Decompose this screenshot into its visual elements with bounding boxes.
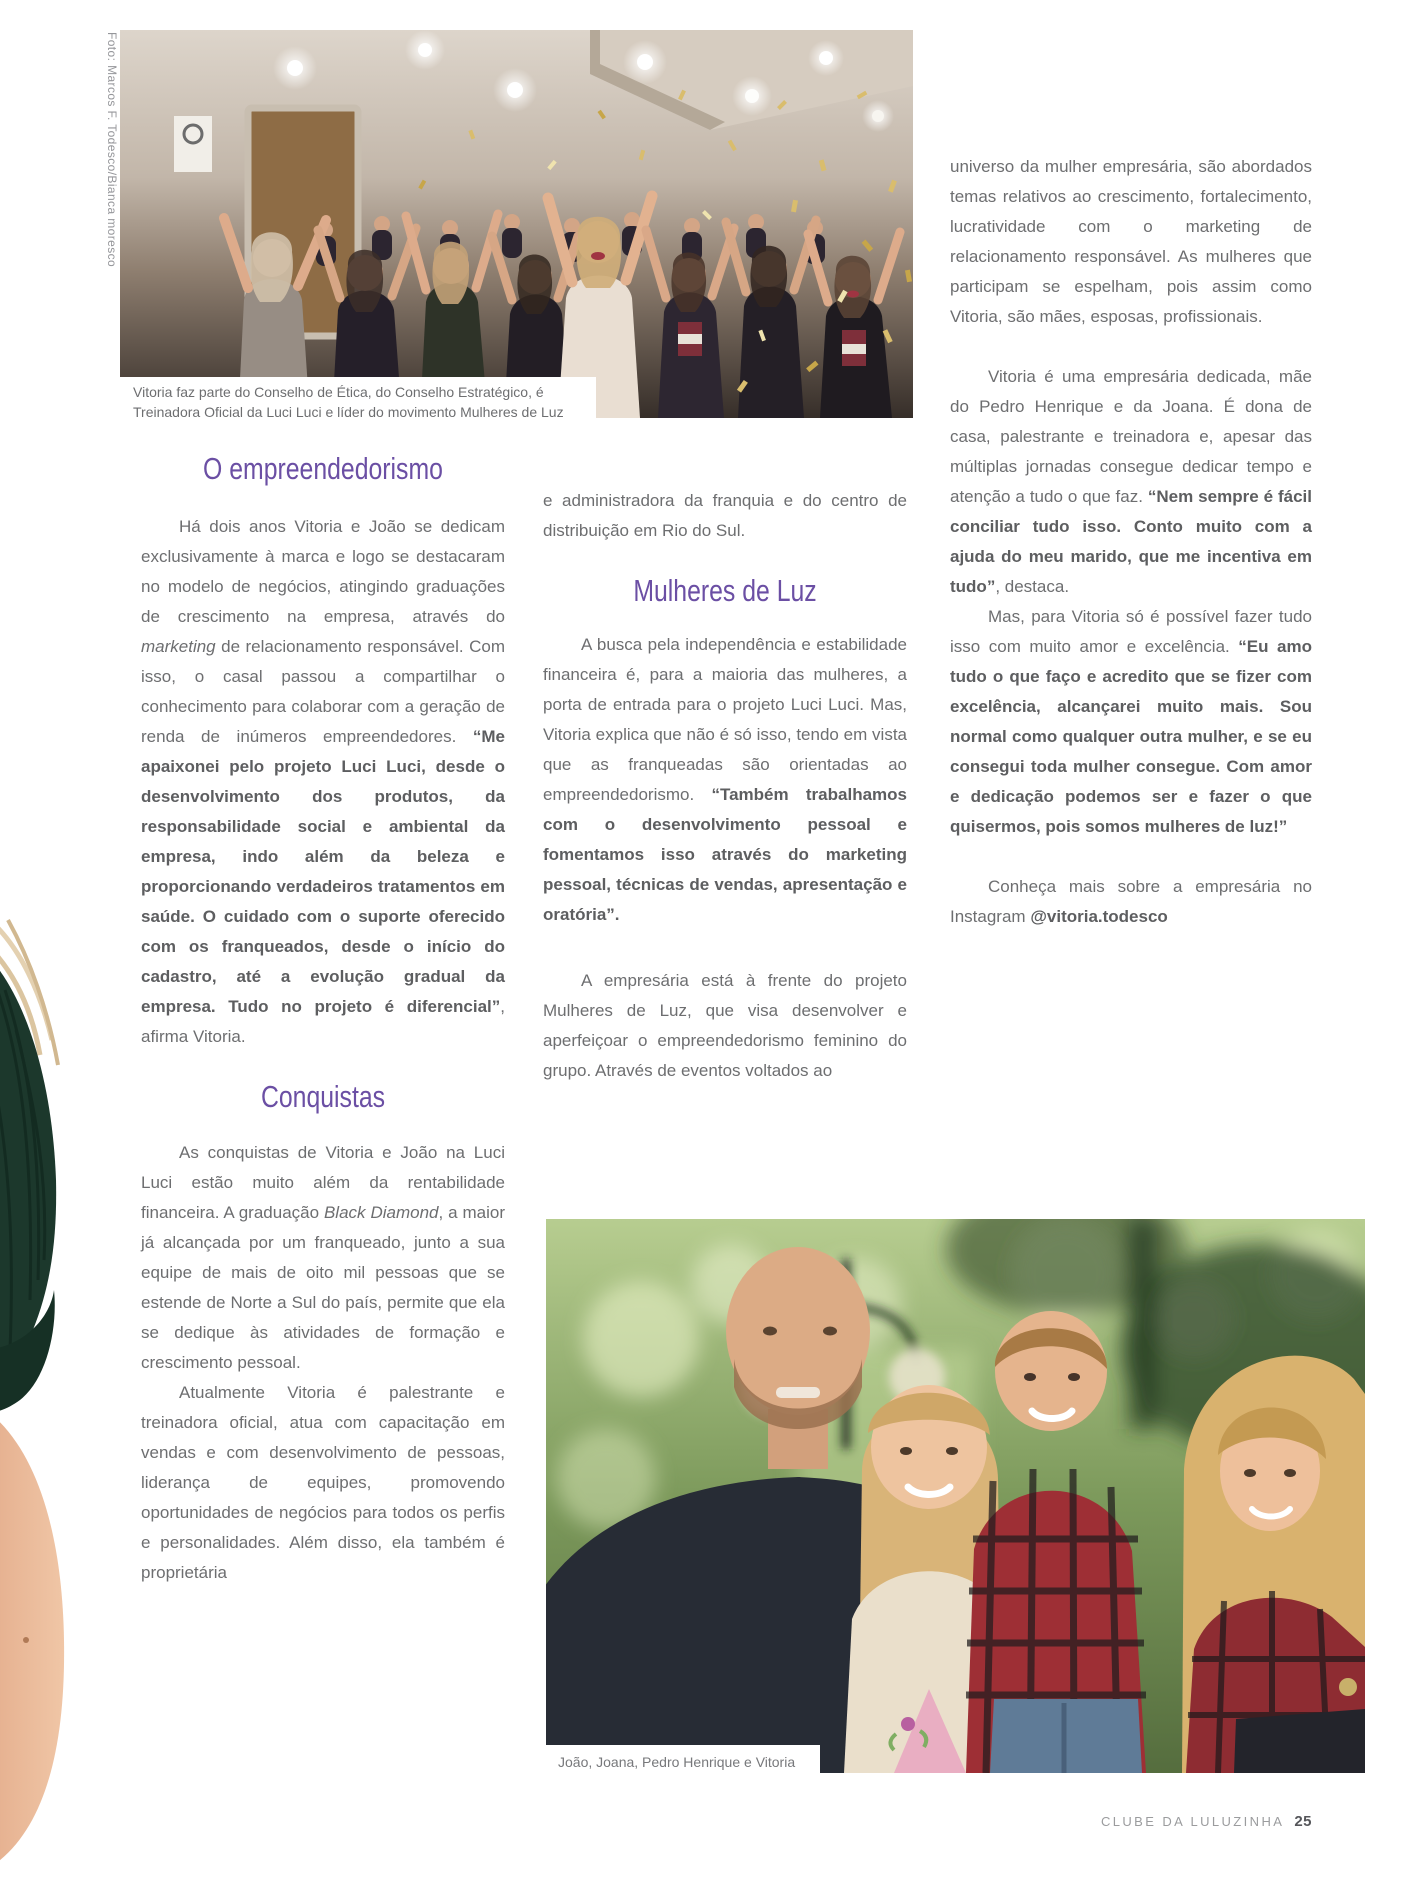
dark-pants	[1234, 1709, 1365, 1773]
family-photo	[546, 1219, 1365, 1773]
text-run: , destaca.	[995, 577, 1070, 596]
mole	[23, 1637, 29, 1643]
heading-o-empreendedorismo: O empreendedorismo	[203, 451, 443, 486]
left-bleed-portrait-photo	[0, 880, 100, 1878]
page-footer	[1101, 1813, 1312, 1830]
text-run: , a maior já alcançada por um franqueado, junto a sua equipe de mais de oito mil pessoas que se estende de Norte a Sul do país, permite que ela se dedique às atividades de formação e crescimento pessoal.	[141, 1203, 505, 1372]
paragraph-col2-2	[543, 630, 907, 930]
bold-quote-vitoria: “Me apaixonei pelo projeto Luci Luci, desde o desenvolvimento dos produtos, da responsabilidade social e ambiental da empresa, indo além da beleza e proporcionando verdadeiros tratamentos em saúde. O cuidado com o suporte oferecido com os franqueados, desde o início do cadastro, até a evolução gradual da empresa. Tudo no projeto é diferencial”	[141, 727, 505, 1016]
italic-black-diamond: Black Diamond	[323, 1203, 439, 1222]
family-photo-caption: João, Joana, Pedro Henrique e Vitoria	[546, 1745, 820, 1782]
column-3	[950, 152, 1312, 932]
text-run: Mas, para Vitoria só é possível fazer tudo isso com muito amor e excelência.	[950, 607, 1312, 656]
event-photo-caption	[120, 377, 596, 424]
heading-mulheres-de-luz: Mulheres de Luz	[633, 573, 817, 608]
photo-credit: Foto: Marcos F. Todesco/Bianca moresco	[105, 32, 119, 268]
text-run: de relacionamento responsável. Com isso, o casal passou a compartilhar o conhecimento para colaborar com a geração de renda de inúmeros empreendedores.	[141, 637, 505, 746]
bare-arm	[0, 1400, 64, 1878]
text-run: Conheça mais sobre a empresária no Instagram	[950, 877, 1312, 926]
italic-marketing: marketing	[141, 637, 216, 656]
bold-quote-conciliar: “Nem sempre é fácil conciliar tudo isso. Conto muito com a ajuda do meu marido, que me incentiva em tudo”	[950, 487, 1312, 596]
watch	[1339, 1678, 1357, 1696]
paragraph-col3-2	[950, 362, 1312, 602]
text-run: Vitoria é uma empresária dedicada, mãe do Pedro Henrique e da Joana. É dona de casa, palestrante e treinadora e, apesar das múltiplas jornadas consegue dedicar tempo e atenção a tudo o que faz.	[950, 367, 1312, 506]
page-number: 25	[1294, 1813, 1312, 1830]
event-crowd-photo	[120, 30, 913, 418]
column-2	[543, 486, 907, 1086]
text-run: , afirma Vitoria.	[141, 997, 505, 1046]
bold-quote-mulheres-de-luz: “Eu amo tudo o que faço e acredito que se fizer com excelência, alcançarei muito mais. Sou normal como qualquer outra mulher, e se eu consegui toda mulher consegue. Com amor e dedicação podemos ser e fazer o que quisermos, pois somos mulheres de luz!”	[950, 637, 1312, 836]
bold-quote-trabalhamos: “Também trabalhamos com o desenvolvimento pessoal e fomentamos isso através do marketing pessoal, técnicas de vendas, apresentação e oratória”.	[543, 785, 907, 924]
event-caption-line-2: Treinadora Oficial da Luci Luci e líder do movimento Mulheres de Luz	[133, 404, 564, 420]
event-caption-line-1: Vitoria faz parte do Conselho de Ética, do Conselho Estratégico, é	[133, 384, 544, 400]
text-run: A busca pela independência e estabilidade financeira é, para a maioria das mulheres, a porta de entrada para o projeto Luci Luci. Mas, Vitoria explica que não é só isso, tendo em vista que as franqueadas são orientadas ao empreendedorismo.	[543, 635, 907, 804]
mother-figure	[1182, 1356, 1365, 1773]
event-crowd-photo-art	[120, 30, 913, 418]
paragraph-col1-1	[141, 512, 505, 1052]
paragraph-col1-2	[141, 1138, 505, 1378]
paragraph-col2-1: e administradora da franquia e do centro de distribuição em Rio do Sul.	[543, 491, 907, 540]
paragraph-col3-1: universo da mulher empresária, são abordados temas relativos ao crescimento, fortalecimento, lucratividade com o marketing de relacionamento responsável. As mulheres que participam se espelham, pois assim como Vitoria, são mães, esposas, profissionais.	[950, 157, 1312, 326]
instagram-handle: @vitoria.todesco	[1030, 907, 1168, 926]
column-1	[141, 450, 505, 1588]
paragraph-col2-3: A empresária está à frente do projeto Mulheres de Luz, que visa desenvolver e aperfeiçoar o empreendedorismo feminino do grupo. Através de eventos voltados ao	[543, 971, 907, 1080]
heading-conquistas: Conquistas	[260, 1079, 386, 1114]
paragraph-col1-3: Atualmente Vitoria é palestrante e treinadora oficial, atua com capacitação em vendas e com desenvolvimento de pessoas, liderança de equipes, promovendo oportunidades de negócios para todos os perfis e personalidades. Além disso, ela também é proprietária	[141, 1383, 505, 1582]
text-run: As conquistas de Vitoria e João na Luci Luci estão muito além da rentabilidade financeira. A graduação	[141, 1143, 505, 1222]
magazine-name: CLUBE DA LULUZINHA	[1100, 1814, 1285, 1829]
text-run: Há dois anos Vitoria e João se dedicam exclusivamente à marca e logo se destacaram no modelo de negócios, atingindo graduações de crescimento na empresa, através do	[141, 517, 505, 626]
paragraph-col3-3	[950, 602, 1312, 842]
paragraph-col3-4	[950, 872, 1312, 932]
family-photo-art	[546, 1219, 1365, 1773]
